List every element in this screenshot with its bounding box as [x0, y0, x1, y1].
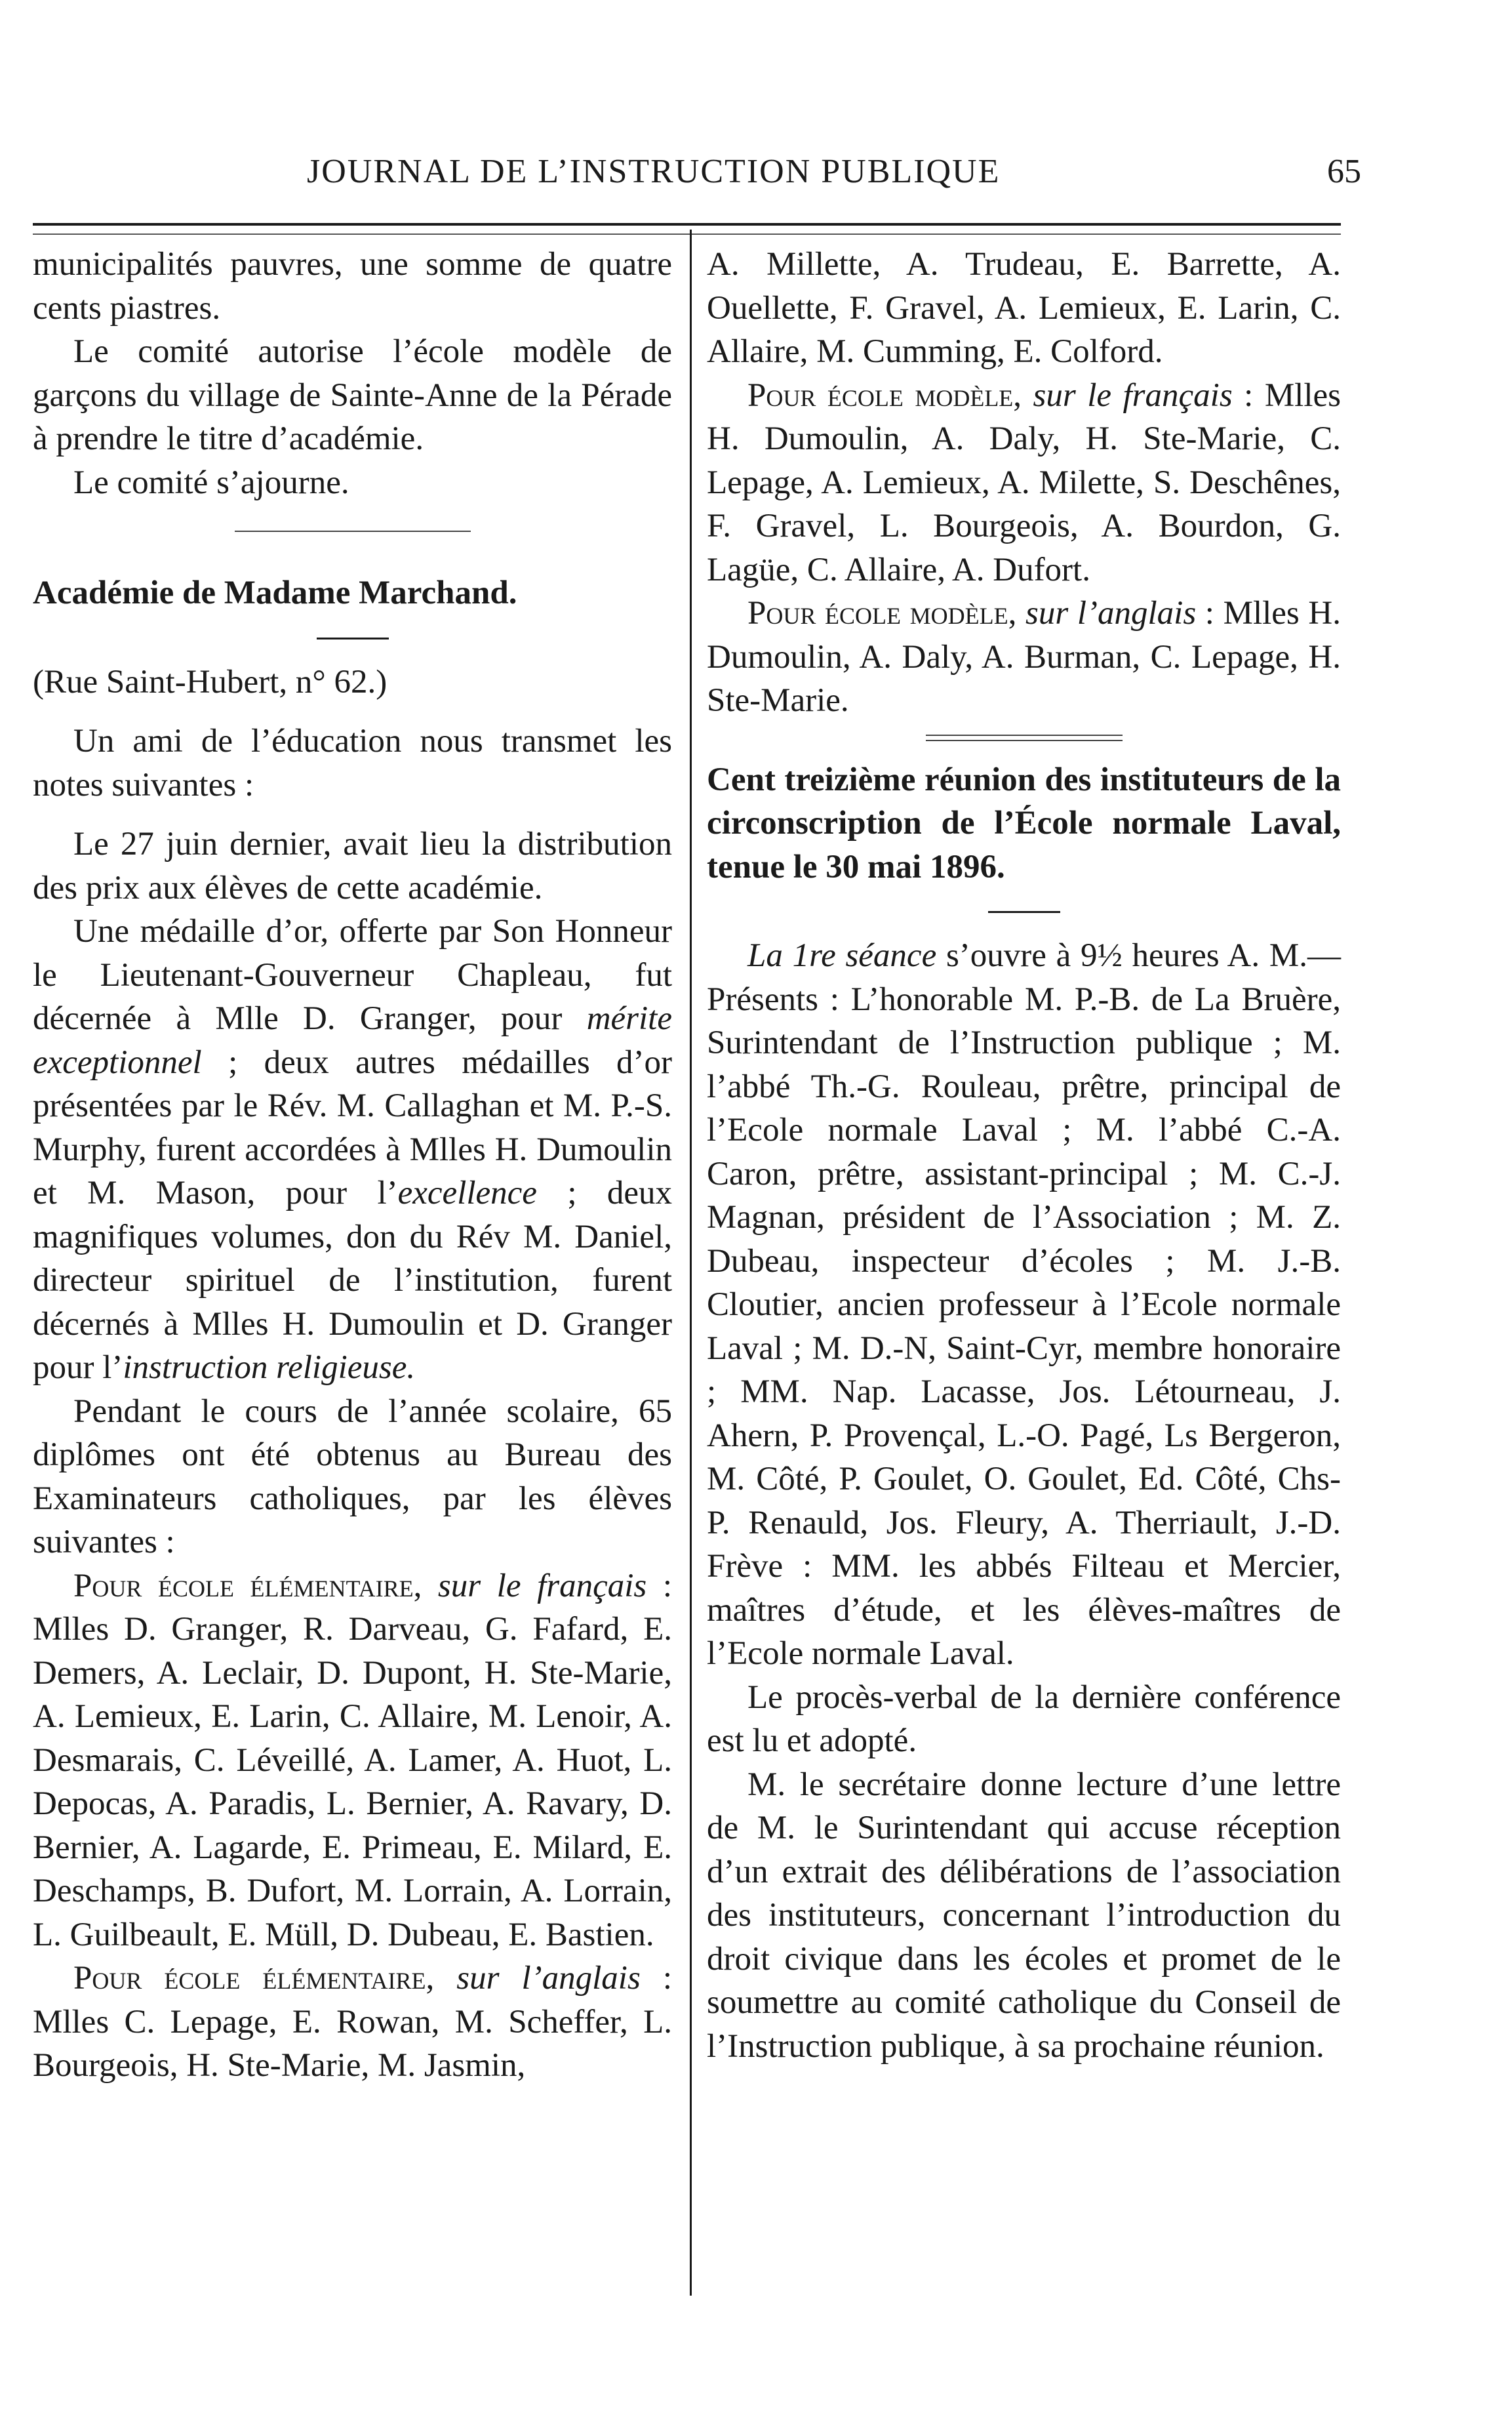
page-number: 65 [1327, 153, 1361, 190]
header-rule [33, 223, 1341, 226]
short-rule [317, 638, 389, 639]
right-column [707, 243, 1341, 2068]
paragraph: La 1re séance s’ouvre à 9½ heures A. M.—Présents : L’honorable M. P.-B. de La Bruère, Surintendant de l’Instruction publique ; M. l’abbé Th.-G. Rouleau, prêtre, principal de l’Ecole normale Laval ; M. l’abbé C.-A. Caron, prêtre, assistant-principal ; M. C.-J. Magnan, président de l’Association ; M. Z. Dubeau, inspecteur d’écoles ; M. J.-B. Cloutier, ancien professeur à l’Ecole normale Laval ; M. D.-N, Saint-Cyr, membre honoraire ; MM. Nap. Lacasse, Jos. Létourneau, J. Ahern, P. Provençal, L.-O. Pagé, Ls Bergeron, M. Côté, P. Goulet, O. Goulet, Ed. Côté, Chs-P. Renauld, Jos. Fleury, A. Therriault, J.-D. Frève : MM. les abbés Filteau et Mercier, maîtres d’étude, et les élèves-maîtres de l’Ecole normale Laval. [707, 937, 1341, 1672]
section-heading: Académie de Madame Marchand. [33, 575, 517, 611]
paragraph: Le comité autorise l’école modèle de garçons du village de Sainte-Anne de la Pérade à prendre le titre d’académie. [33, 333, 672, 457]
paragraph: Un ami de l’éducation nous transmet les notes suivantes : [33, 723, 672, 803]
header-rule-thin [33, 233, 1341, 235]
diploma-list: Pour école élémentaire, sur l’anglais : Mlles C. Lepage, E. Rowan, M. Scheffer, L. Bourgeois, H. Ste-Marie, M. Jasmin, [33, 1960, 672, 2084]
paragraph: A. Millette, A. Trudeau, E. Barrette, A. Ouellette, F. Gravel, A. Lemieux, E. Larin, C. Allaire, M. Cumming, E. Colford. [707, 246, 1341, 370]
diploma-list: Pour école élémentaire, sur le français : Mlles D. Granger, R. Darveau, G. Fafard, E. Demers, A. Leclair, D. Dupont, H. Ste-Marie, A. Lemieux, E. Larin, C. Allaire, M. Lenoir, A. Desmarais, C. Léveillé, A. Lamer, A. Huot, L. Depocas, A. Paradis, L. Bernier, A. Ravary, D. Bernier, A. Lagarde, E. Primeau, E. Milard, E. Deschamps, B. Dufort, M. Lorrain, A. Lorrain, L. Guilbeault, E. Müll, D. Dubeau, E. Bastien. [33, 1567, 673, 1953]
column-divider [690, 230, 692, 2296]
paragraph: Le procès-verbal de la dernière conférence est lu et adopté. [707, 1678, 1341, 1759]
paragraph: Le 27 juin dernier, avait lieu la distribution des prix aux élèves de cette académie. [33, 826, 672, 906]
journal-title: JOURNAL DE L’INSTRUCTION PUBLIQUE [307, 153, 1001, 190]
paragraph: M. le secrétaire donne lecture d’une lettre de M. le Surintendant qui accuse réception d’un extrait des délibérations de l’association des instituteurs, concernant l’introduction du droit civique dans les écoles et promet de le soumettre au comité catholique du Conseil de l’Instruction publique, à sa prochaine réunion. [707, 1766, 1341, 2065]
section-separator [926, 735, 1123, 741]
paragraph: Pendant le cours de l’année scolaire, 65 diplômes ont été obtenus au Bureau des Examinateurs catholiques, par les élèves suivantes : [33, 1392, 672, 1560]
paragraph: Une médaille d’or, offerte par Son Honneur le Lieutenant-Gouverneur Chapleau, fut décernée à Mlle D. Granger, pour mérite exceptionnel ; deux autres médailles d’or présentées par le Rév. M. Callaghan et M. P.-S. Murphy, furent accordées à Mlles H. Dumoulin et M. Mason, pour l’excellence ; deux magnifiques volumes, don du Rév M. Daniel, directeur spirituel de l’institution, furent décernés à Mlles H. Dumoulin et D. Granger pour l’instruction religieuse. [33, 913, 672, 1386]
diploma-list: Pour école modèle, sur l’anglais : Mlles H. Dumoulin, A. Daly, A. Burman, C. Lepage, H. Ste-Marie. [707, 595, 1341, 719]
running-head [0, 152, 1512, 205]
address-line: (Rue Saint-Hubert, n° 62.) [33, 663, 388, 700]
left-column [33, 243, 672, 2088]
diploma-list: Pour école modèle, sur le français : Mlles H. Dumoulin, A. Daly, H. Ste-Marie, C. Lepage, A. Lemieux, A. Milette, S. Deschênes, F. Gravel, L. Bourgeois, A. Bourdon, G. Lagüe, C. Allaire, A. Dufort. [707, 376, 1341, 588]
paragraph: municipalités pauvres, une somme de quatre cents piastres. [33, 246, 672, 327]
paragraph: Le comité s’ajourne. [73, 464, 349, 501]
section-separator [235, 531, 471, 532]
section-heading: Cent treizième réunion des instituteurs de la circonscription de l’École normale Laval, tenue le 30 mai 1896. [707, 761, 1341, 885]
short-rule [988, 911, 1060, 913]
